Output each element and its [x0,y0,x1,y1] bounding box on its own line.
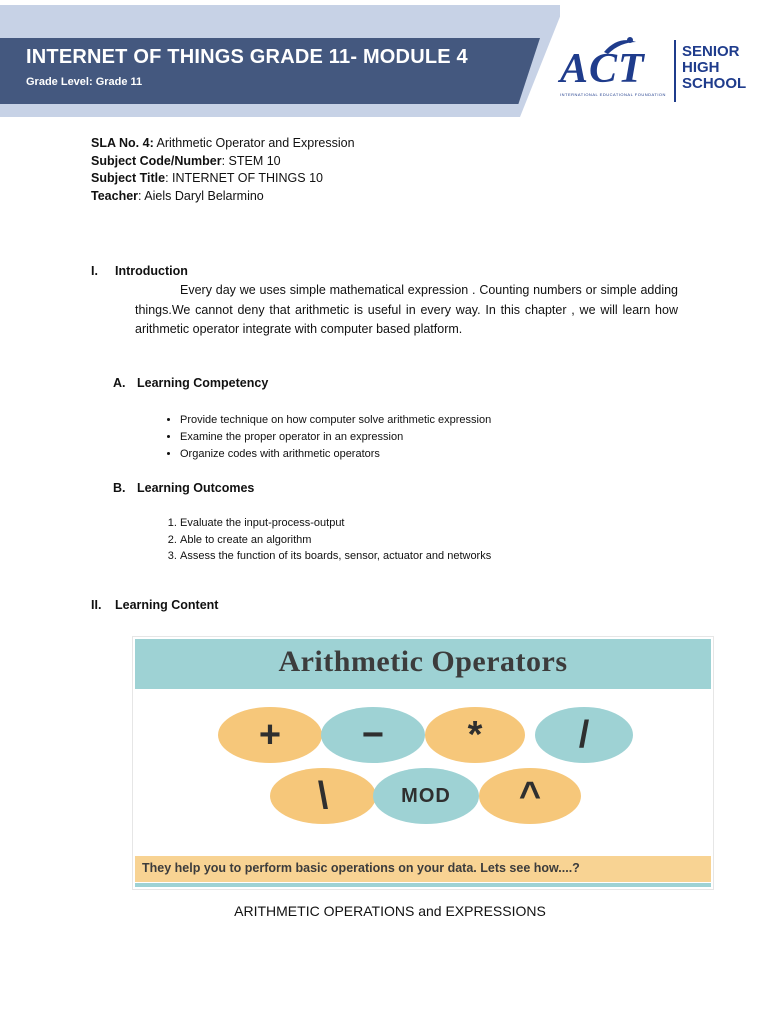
list-item: 1. Evaluate the input-process-output [180,515,491,532]
figure-footer-line [135,883,711,887]
section-title: Learning Outcomes [137,481,255,495]
arithmetic-operators-figure [133,637,713,889]
figure-footer-text: They help you to perform basic operations on your data. Lets see how....? [142,861,580,875]
teacher-label: Teacher [91,188,139,203]
subject-code-line [91,153,355,171]
figure-footer-bar [135,856,711,882]
list-item: 2. Able to create an algorithm [180,532,491,549]
logo-school-line: SCHOOL [682,75,747,92]
introduction-paragraph [135,281,678,340]
document-subtitle: Grade Level: Grade 11 [26,76,143,88]
operator-minus [321,707,425,763]
outcomes-list [160,515,491,565]
operator-symbol: * [467,714,483,756]
sla-value: Arithmetic Operator and Expression [153,136,355,150]
figure-title: Arithmetic Operators [278,645,568,678]
logo-school-line: SENIOR [682,43,740,60]
operator-symbol: \ [317,775,329,817]
section-number: B. [113,481,126,495]
operator-exponent [479,768,581,824]
list-item: • Provide technique on how computer solve arithmetic expression [180,412,491,429]
introduction-text: Every day we uses simple mathematical expression . Counting numbers or simple adding things.We cannot deny that arithmetic is useful in every way. In this chapter , we will learn how arithmetic operator integrate with computer based platform. [135,283,678,336]
logo-tagline: INTERNATIONAL EDUCATIONAL FOUNDATION [560,92,666,97]
section-title: Learning Content [115,598,219,612]
logo-school-name [682,44,746,92]
document-title: INTERNET OF THINGS GRADE 11- MODULE 4 [26,46,468,68]
operator-multiply [425,707,525,763]
list-item: • Examine the proper operator in an expression [180,429,491,446]
header-banner [0,0,768,120]
operator-symbol: MOD [401,785,451,807]
subject-title-label: Subject Title [91,171,166,185]
section-content-heading [91,598,218,612]
list-item: 3. Assess the function of its boards, sensor, actuator and networks [180,548,491,565]
figure-caption: ARITHMETIC OPERATIONS and EXPRESSIONS [234,903,546,919]
section-title: Introduction [115,264,188,278]
subject-code-label: Subject Code/Number [91,153,222,168]
logo-school-line: HIGH [682,59,720,76]
figure-title-bar [135,639,711,689]
section-outcomes-heading [113,481,254,495]
subject-code-value: : STEM 10 [221,153,281,168]
section-title: Learning Competency [137,376,269,390]
operator-symbol: / [578,714,590,756]
teacher-line [91,188,355,206]
section-number: A. [113,376,126,390]
section-number: I. [91,264,98,278]
subject-title-line [91,170,355,188]
section-competency-heading [113,376,268,390]
logo-act-text: ACT [560,46,645,92]
section-number: II. [91,598,102,612]
list-item: • Organize codes with arithmetic operators [180,446,491,463]
sla-label: SLA No. 4: [91,136,154,150]
operator-symbol: + [258,714,282,756]
subject-title-value: : INTERNET OF THINGS 10 [165,171,323,185]
operator-symbol: ^ [518,775,542,817]
school-logo [556,36,756,106]
competency-list [160,412,491,463]
sla-line [91,135,355,153]
section-introduction-heading [91,264,188,278]
operator-mod [373,768,479,824]
operator-plus [218,707,322,763]
operator-integer-divide [270,768,376,824]
logo-divider [674,40,676,102]
teacher-value: : Aiels Daryl Belarmino [138,188,264,203]
operator-divide [535,707,633,763]
operator-symbol: − [361,714,385,756]
module-meta [91,135,355,205]
